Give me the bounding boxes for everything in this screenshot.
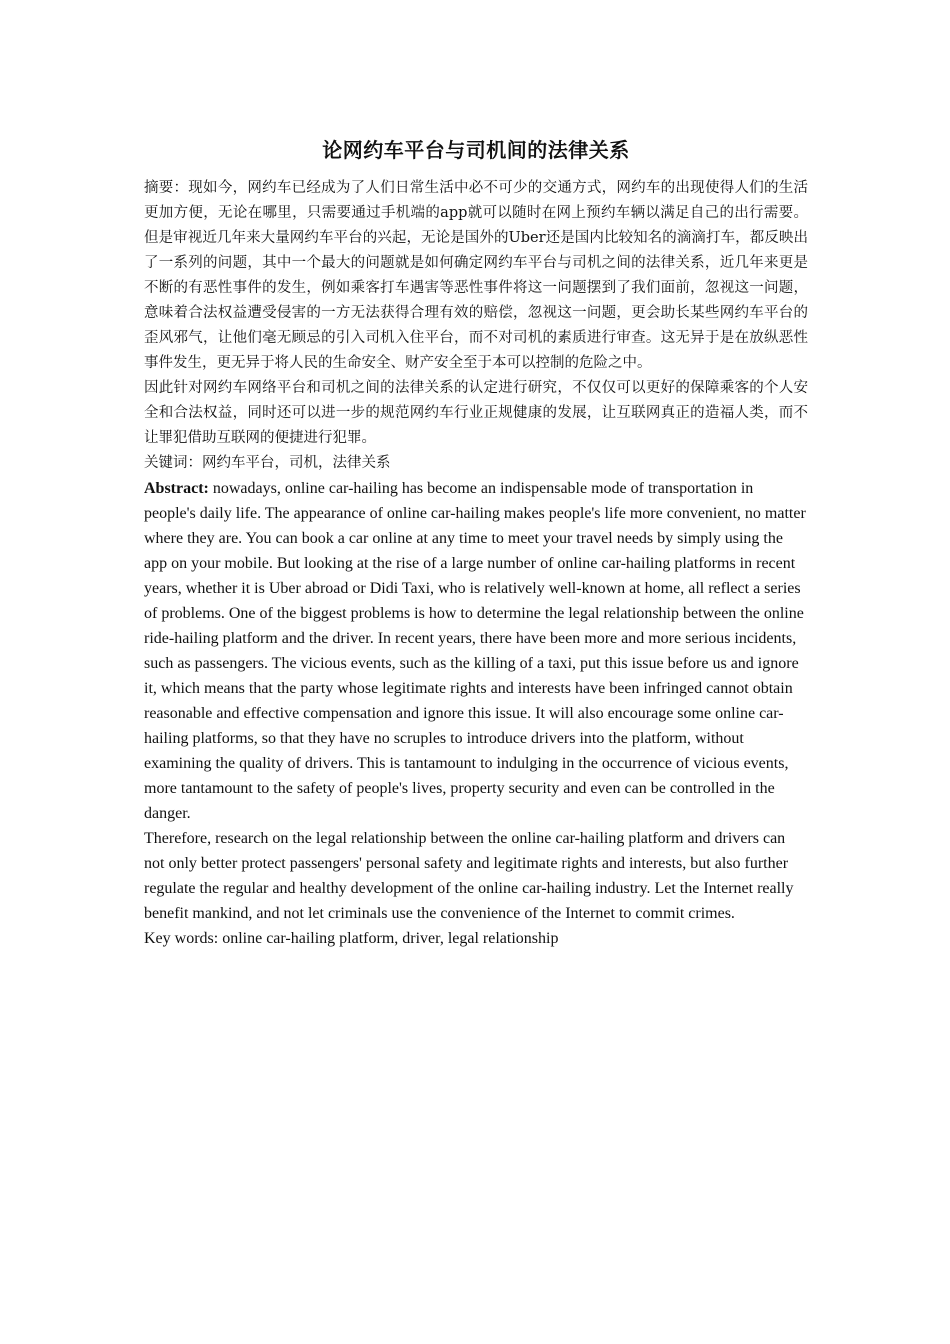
en-abstract-paragraph-1 [144, 476, 808, 826]
en-abstract-label: Abstract: [144, 480, 209, 497]
cn-abstract-paragraph-2: 因此针对网约车网络平台和司机之间的法律关系的认定进行研究，不仅仅可以更好的保障乘客的个人安全和合法权益，同时还可以进一步的规范网约车行业正规健康的发展，让互联网真正的造福人类，而不让罪犯借助互联网的便捷进行犯罪。 [144, 380, 808, 446]
cn-abstract-label: 摘要： [144, 180, 189, 196]
en-keywords: Key words: online car-hailing platform, driver, legal relationship [144, 930, 559, 947]
en-abstract-paragraph-2: Therefore, research on the legal relationship between the online car-hailing platform and drivers can not only better protect passengers' personal safety and legitimate rights and interests, but also further regulate the regular and healthy development of the online car-hailing industry. Let the Internet really benefit mankind, and not let criminals use the convenience of the Internet to commit crimes. [144, 830, 794, 922]
cn-abstract-paragraph-1 [144, 176, 808, 376]
document-page [144, 134, 808, 951]
cn-keywords-text: 网约车平台，司机，法律关系 [202, 455, 391, 471]
cn-keywords-label: 关键词： [144, 455, 202, 471]
document-title: 论网约车平台与司机间的法律关系 [322, 138, 630, 162]
cn-abstract-text-1: 现如今，网约车已经成为了人们日常生活中必不可少的交通方式，网约车的出现使得人们的生活更加方便，无论在哪里，只需要通过手机端的app就可以随时在网上预约车辆以满足自己的出行需要。但是审视近几年来大量网约车平台的兴起，无论是国外的Uber还是国内比较知名的滴滴打车，都反映出了一系列的问题，其中一个最大的问题就是如何确定网约车平台与司机之间的法律关系，近几年来更是不断的有恶性事件的发生，例如乘客打车遇害等恶性事件将这一问题摆到了我们面前，忽视这一问题，意味着合法权益遭受侵害的一方无法获得合理有效的赔偿，忽视这一问题，更会助长某些网约车平台的歪风邪气，让他们毫无顾忌的引入司机入住平台，而不对司机的素质进行审查。这无异于是在放纵恶性事件发生，更无异于将人民的生命安全、财产安全至于本可以控制的危险之中。 [144, 180, 809, 371]
cn-keywords [144, 451, 808, 476]
en-abstract-text-1: nowadays, online car-hailing has become an indispensable mode of transportation in people's daily life. The appearance of online car-hailing makes people's life more convenient, no matter where they are. You can book a car online at any time to meet your travel needs by simply using the app on your mobile. But looking at the rise of a large number of online car-hailing platforms in recent years, whether it is Uber abroad or Didi Taxi, who is relatively well-known at home, all reflect a series of problems. One of the biggest problems is how to determine the legal relationship between the online ride-hailing platform and the driver. In recent years, there have been more and more serious incidents, such as passengers. The vicious events, such as the killing of a taxi, put this issue before us and ignore it, which means that the party whose legitimate rights and interests have been infringed cannot obtain reasonable and effective compensation and ignore this issue. It will also encourage some online car-hailing platforms, so that they have no scruples to introduce drivers into the platform, without examining the quality of drivers. This is tantamount to indulging in the occurrence of vicious events, more tantamount to the safety of people's lives, property security and even can be controlled in the danger. [144, 480, 806, 822]
